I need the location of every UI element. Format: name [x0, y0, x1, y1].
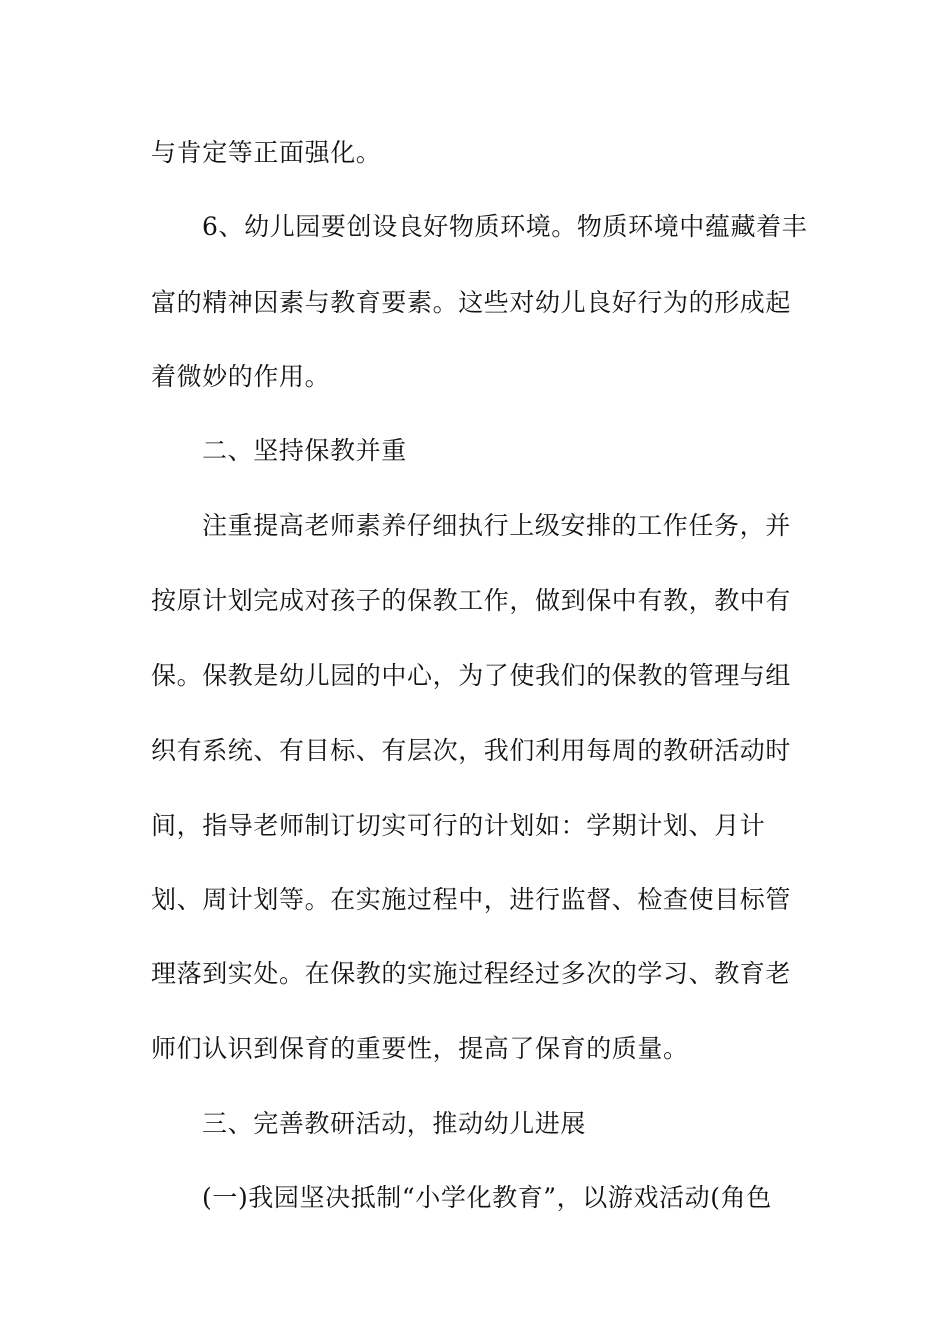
text-line: 6、幼儿园要创设良好物质环境。物质环境中蕴藏着丰	[202, 212, 808, 241]
text-line: 与肯定等正面强化。	[151, 138, 382, 167]
text-line: 间，指导老师制订切实可行的计划如：学期计划、月计	[151, 811, 766, 840]
section-heading: 三、完善教研活动，推动幼儿进展	[202, 1109, 587, 1138]
text-line: 理落到实处。在保教的实施过程经过多次的学习、教育老	[151, 959, 792, 988]
text-line: 织有系统、有目标、有层次，我们利用每周的教研活动时	[151, 736, 792, 765]
text-line: 注重提高老师素养仔细执行上级安排的工作任务，并	[202, 511, 791, 540]
text-line: 按原计划完成对孩子的保教工作，做到保中有教，教中有	[151, 586, 792, 615]
text-line: 着微妙的作用。	[151, 362, 331, 391]
text-line: 划、周计划等。在实施过程中，进行监督、检查使目标管	[151, 885, 792, 914]
section-heading: 二、坚持保教并重	[202, 436, 407, 465]
text-line: 富的精神因素与教育要素。这些对幼儿良好行为的形成起	[151, 288, 792, 317]
text-line: (一)我园坚决抵制“小学化教育”，以游戏活动(角色	[202, 1183, 772, 1212]
text-line: 保。保教是幼儿园的中心，为了使我们的保教的管理与组	[151, 661, 792, 690]
text-line: 师们认识到保育的重要性，提高了保育的质量。	[151, 1034, 689, 1063]
